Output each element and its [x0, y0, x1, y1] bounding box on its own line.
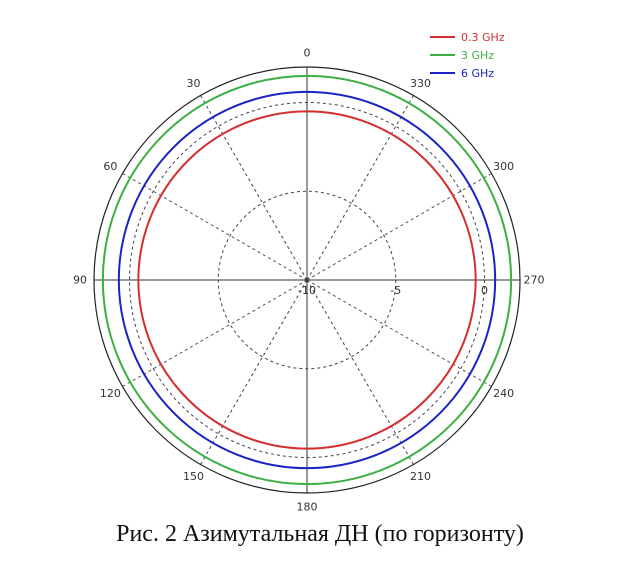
angle-tick-label: 270 — [523, 273, 545, 287]
grid-spoke — [307, 96, 414, 280]
legend-label: 3 GHz — [461, 49, 495, 62]
legend — [430, 31, 505, 80]
radial-tick-label: -10 — [298, 284, 316, 297]
legend-label: 6 GHz — [461, 67, 495, 80]
angle-tick-label: 90 — [73, 273, 87, 287]
angle-tick-label: 180 — [296, 500, 318, 514]
legend-label: 0.3 GHz — [461, 31, 505, 44]
radial-tick-label: 0 — [481, 284, 488, 297]
angle-tick-label: 240 — [493, 387, 515, 400]
angle-tick-label: 30 — [186, 76, 201, 90]
grid-spoke — [123, 174, 307, 281]
grid-spoke — [201, 96, 308, 280]
angle-tick-label: 150 — [183, 470, 204, 484]
grid-spoke — [307, 174, 491, 281]
radial-tick-label: -5 — [390, 284, 402, 297]
angle-tick-label: 300 — [493, 160, 515, 173]
figure-caption: Рис. 2 Азимутальная ДН (по горизонту) — [116, 521, 524, 547]
angle-tick-label: 210 — [410, 470, 431, 484]
polar-grid — [94, 67, 520, 493]
angle-tick-label: 60 — [103, 160, 118, 173]
grid-spoke — [307, 280, 414, 464]
angle-tick-label: 120 — [99, 387, 121, 400]
grid-spoke — [201, 280, 308, 464]
angle-tick-label: 0 — [303, 46, 311, 60]
grid-spoke — [123, 280, 307, 387]
radial-tick-labels — [298, 284, 488, 297]
angle-tick-label: 330 — [410, 76, 431, 90]
